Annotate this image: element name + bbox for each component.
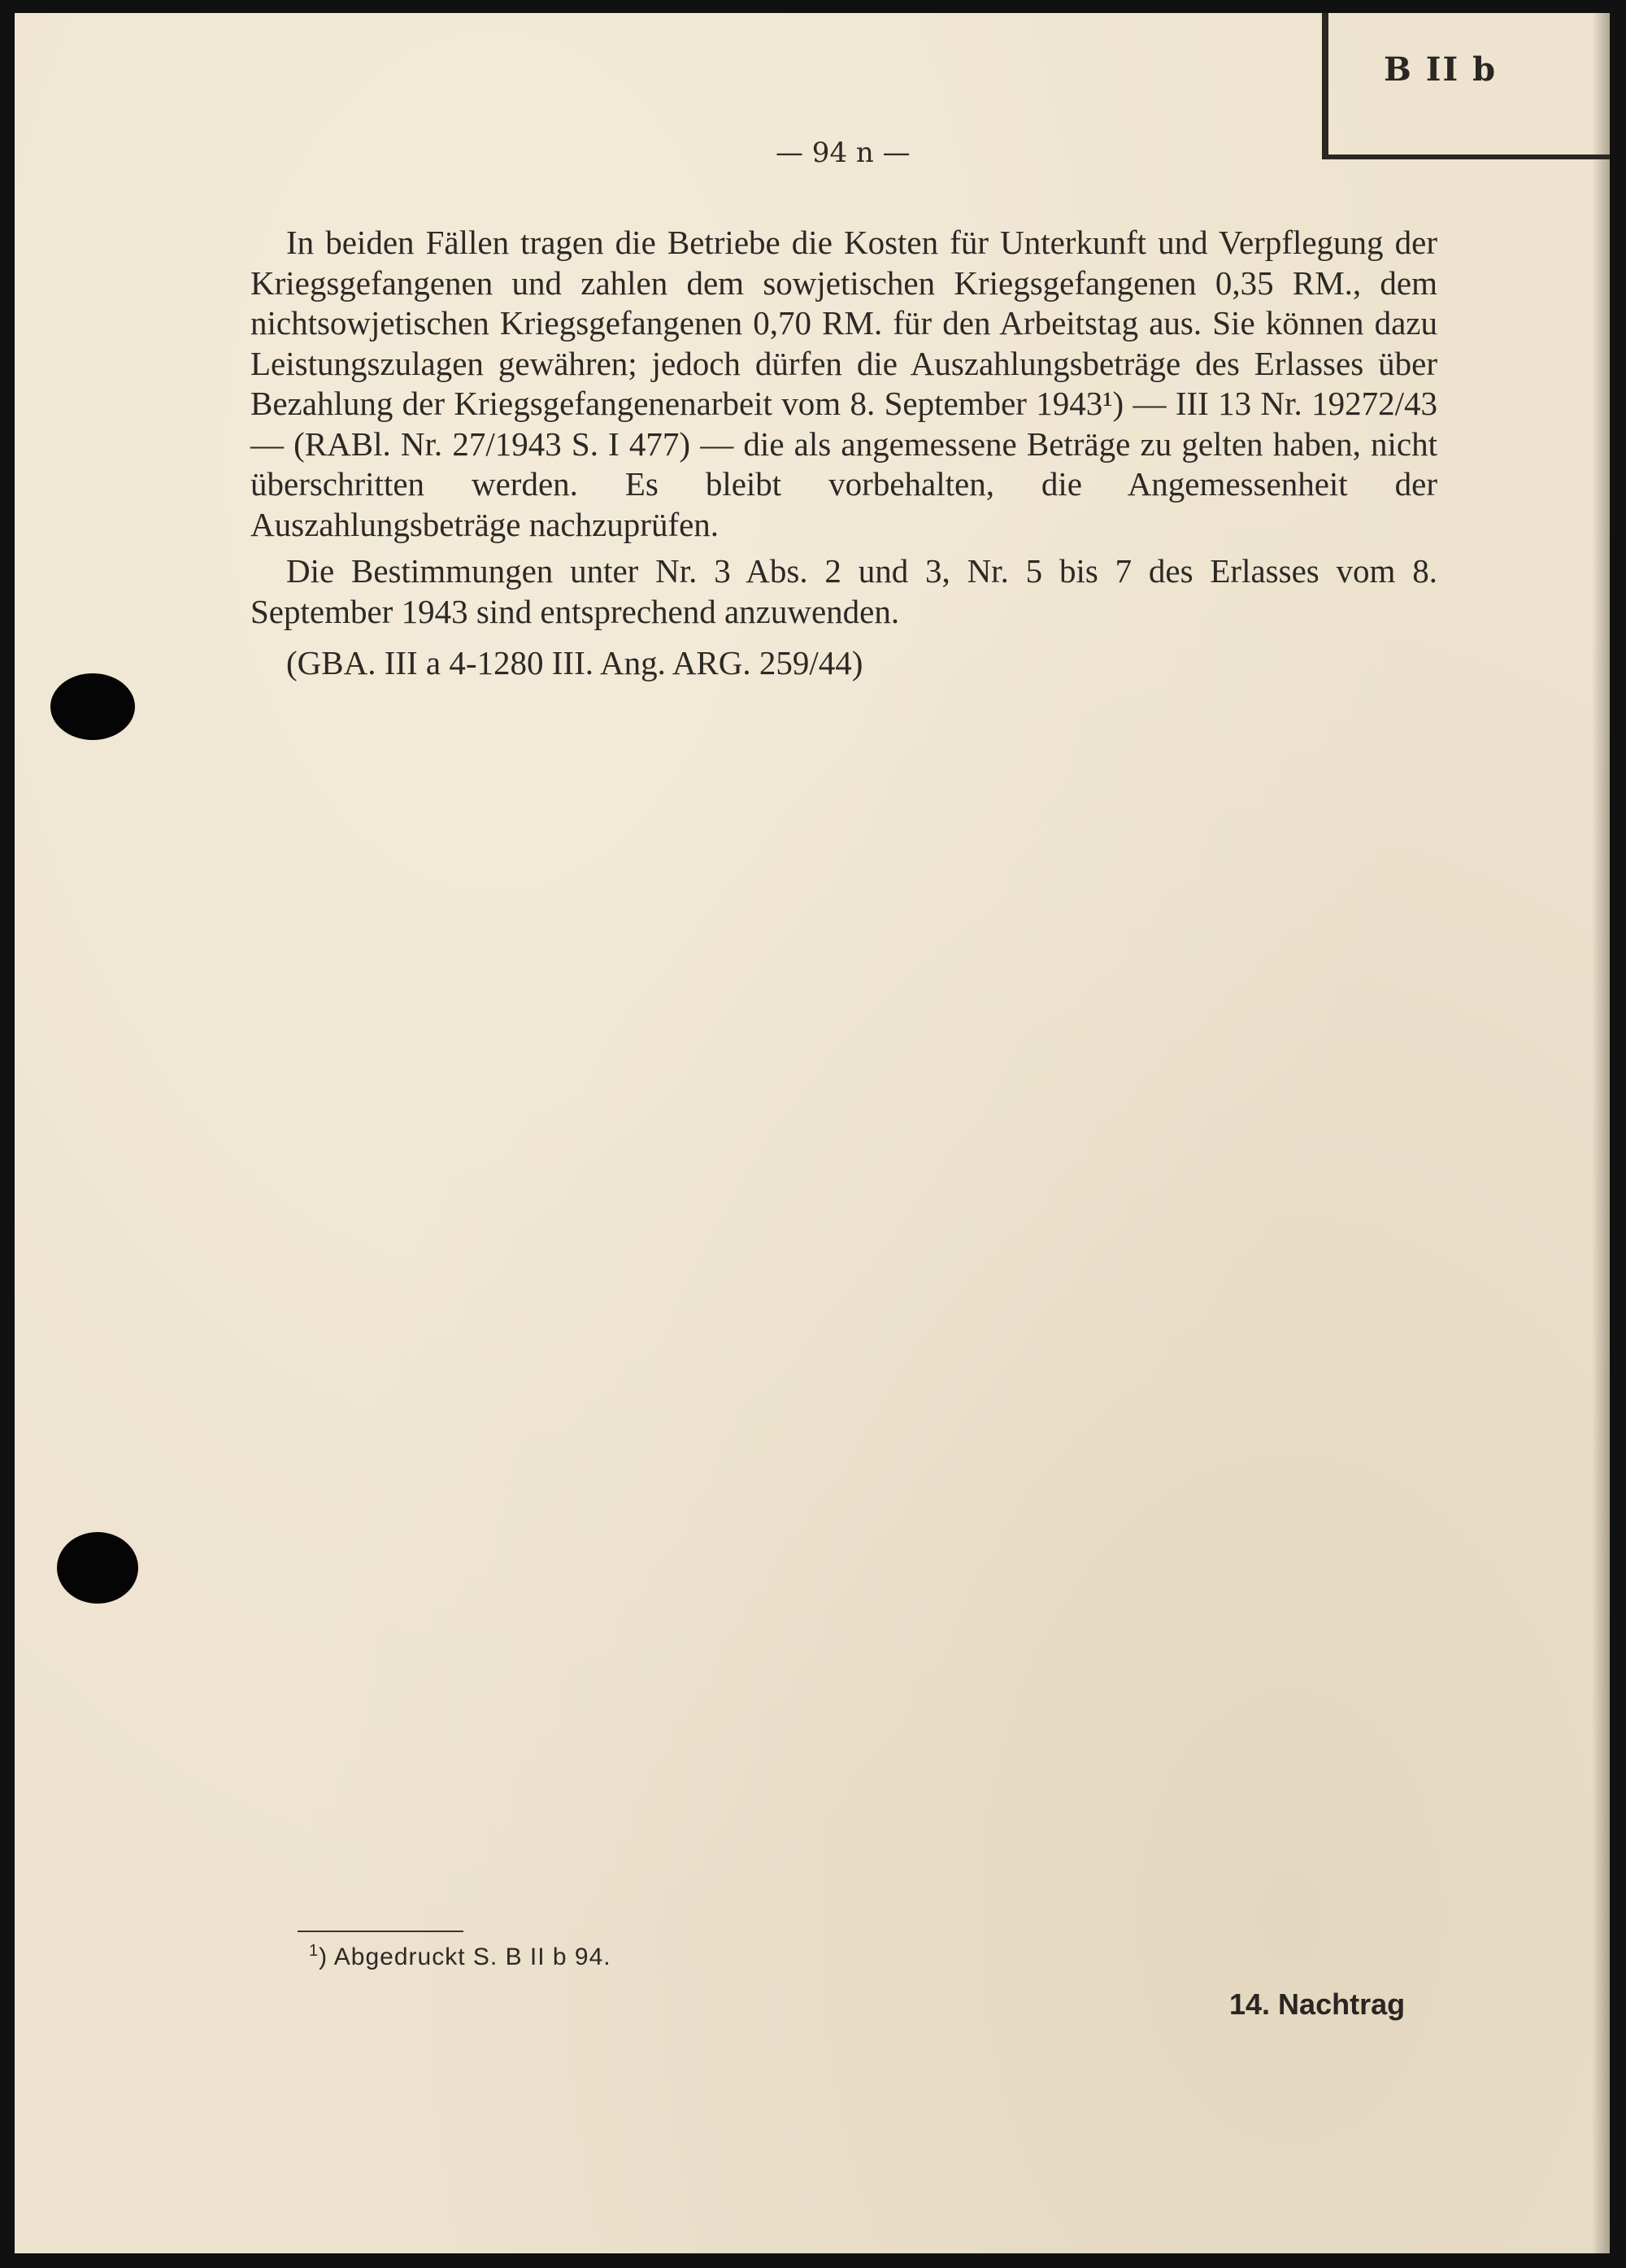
paragraph-costs: In beiden Fällen tragen die Betriebe die Kosten für Unterkunft und Verpflegung der Kriegsgefangenen und zahlen dem sowjetischen Kriegsgefangenen 0,35 RM., dem nichtsowjetischen Kriegsgefangenen 0,70 RM. für den Arbeitstag aus. Sie können dazu Leistungszulagen gewähren; jedoch dürfen die Auszahlungsbeträge des Erlasses über Bezahlung der Kriegsgefangenenarbeit vom 8. September 1943¹) — III 13 Nr. 19272/43 — (RABl. Nr. 27/1943 S. I 477) — die als angemessene Beträge zu gelten haben, nicht überschritten werden. Es bleibt vorbehalten, die Angemessenheit der Auszahlungsbeträge nachzuprüfen. [250, 224, 1437, 543]
page-edge-shadow [1592, 13, 1610, 2253]
section-tab [1322, 13, 1610, 159]
footnote-text: ) Abgedruckt S. B II b 94. [319, 1944, 611, 1970]
footnote-divider [298, 1931, 463, 1932]
reference-line: (GBA. III a 4-1280 III. Ang. ARG. 259/44) [286, 644, 863, 681]
section-label: B II b [1384, 50, 1498, 89]
supplement-label: 14. Nachtrag [1229, 1987, 1406, 2021]
page-number: — 94 n — [776, 137, 911, 169]
footnote [309, 1942, 611, 1971]
body-text [250, 223, 1437, 684]
punch-hole-bottom [57, 1532, 138, 1604]
document-page [15, 13, 1610, 2253]
paragraph-provisions: Die Bestimmungen unter Nr. 3 Abs. 2 und 3, Nr. 5 bis 7 des Erlasses vom 8. September 1943 sind entsprechend anzuwenden. [250, 552, 1437, 630]
footnote-marker: 1 [309, 1942, 320, 1960]
punch-hole-top [50, 673, 135, 740]
